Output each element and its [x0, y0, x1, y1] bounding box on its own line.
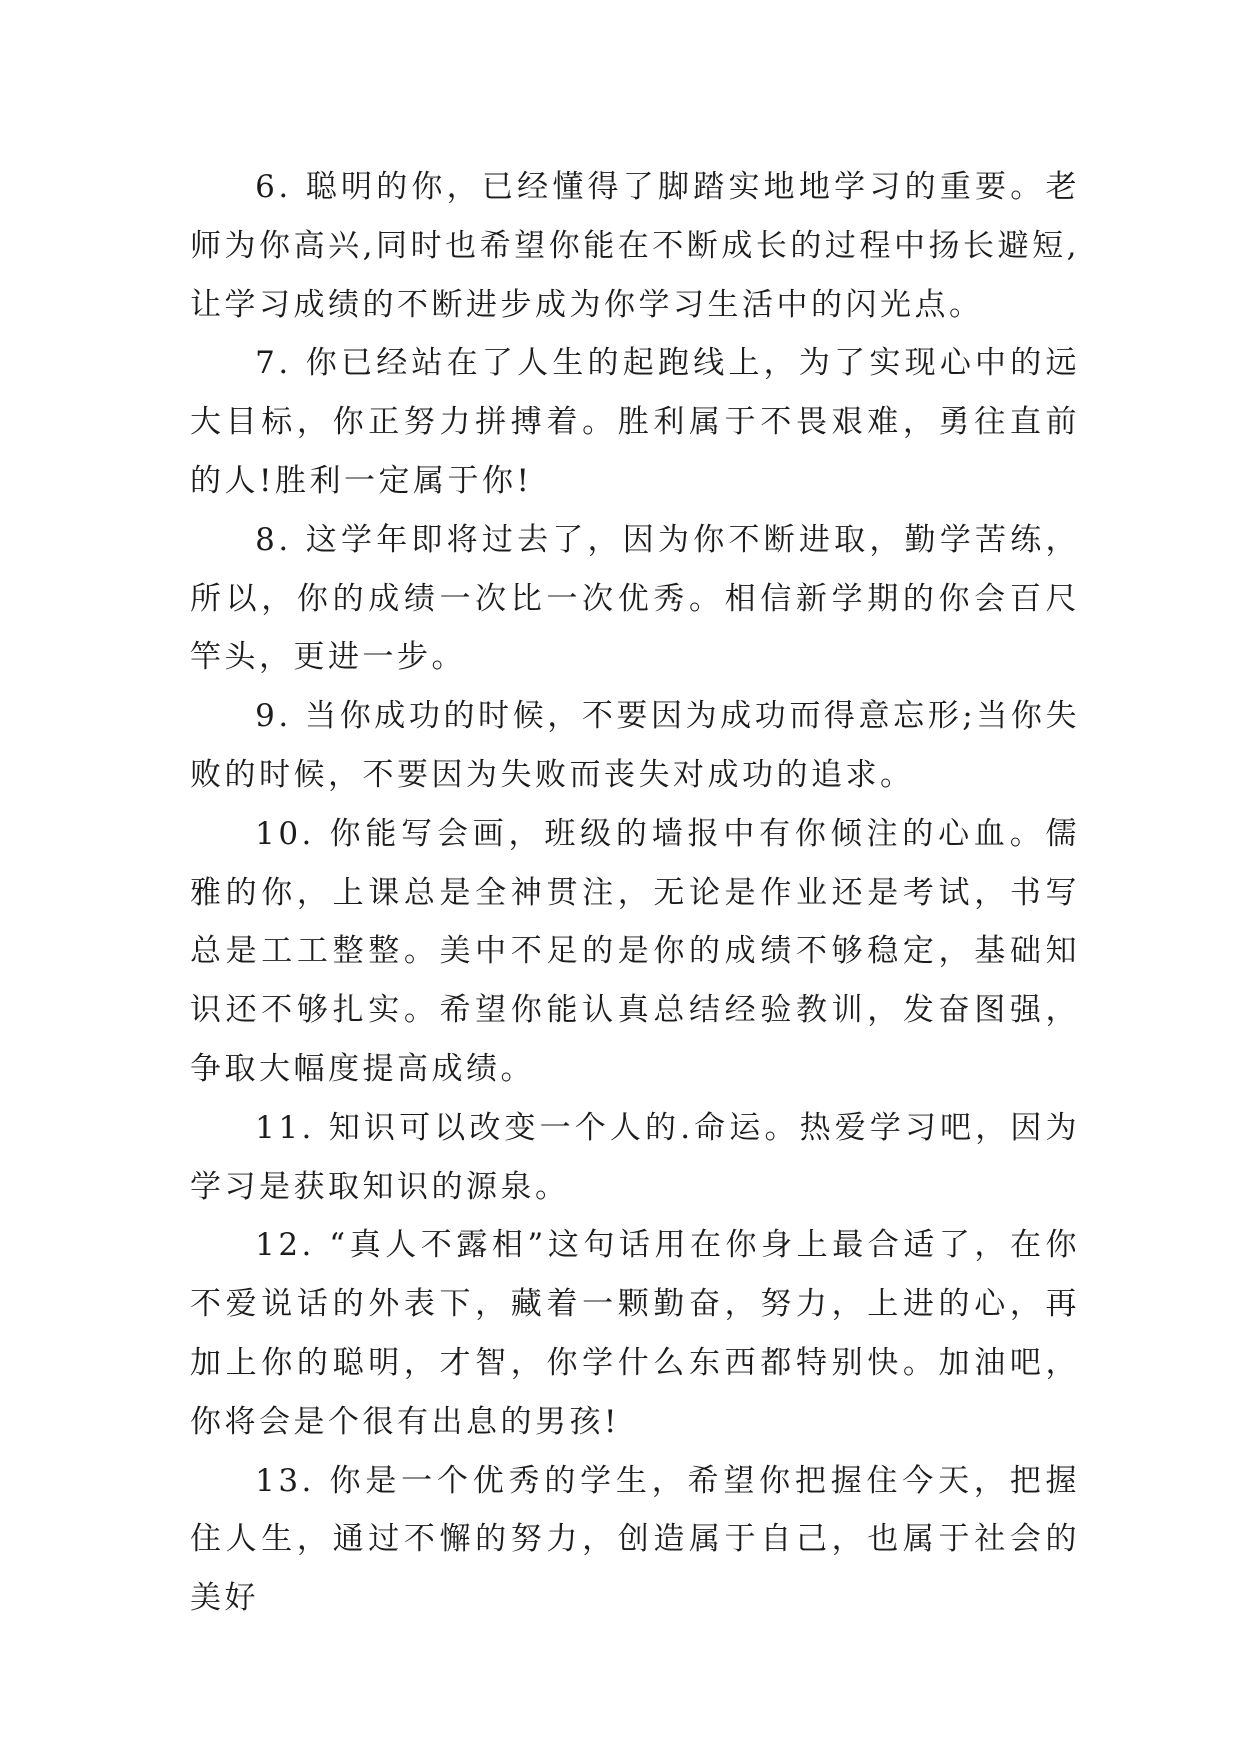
paragraph-11: 11. 知识可以改变一个人的.命运。热爱学习吧，因为学习是获取知识的源泉。 [190, 1109, 1080, 1205]
paragraph-7: 7. 你已经站在了人生的起跑线上，为了实现心中的远大目标，你正努力拼搏着。胜利属于不畏艰难，勇往直前的人!胜利一定属于你! [190, 345, 1080, 499]
paragraph-8: 8. 这学年即将过去了，因为你不断进取，勤学苦练，所以，你的成绩一次比一次优秀。相信新学期的你会百尺竿头，更进一步。 [190, 521, 1080, 676]
paragraph-10: 10. 你能写会画，班级的墙报中有你倾注的心血。儒雅的你，上课总是全神贯注，无论是作业还是考试，书写总是工工整整。美中不足的是你的成绩不够稳定，基础知识还不够扎实。希望你能认真总结经验教训，发奋图强，争取大幅度提高成绩。 [190, 815, 1080, 1087]
paragraph-13: 13. 你是一个优秀的学生，希望你把握住今天，把握住人生，通过不懈的努力，创造属于自己，也属于社会的美好 [190, 1462, 1080, 1617]
paragraph-6: 6. 聪明的你，已经懂得了脚踏实地地学习的重要。老师为你高兴,同时也希望你能在不断成长的过程中扬长避短,让学习成绩的不断进步成为你学习生活中的闪光点。 [190, 169, 1080, 323]
document-body [190, 158, 1080, 1628]
paragraph-12: 12. “真人不露相”这句话用在你身上最合适了，在你不爱说话的外表下，藏着一颗勤奋，努力，上进的心，再加上你的聪明，才智，你学什么东西都特别快。加油吧，你将会是个很有出息的男孩! [190, 1227, 1080, 1440]
paragraph-9: 9. 当你成功的时候，不要因为成功而得意忘形;当你失败的时候，不要因为失败而丧失对成功的追求。 [190, 698, 1080, 793]
